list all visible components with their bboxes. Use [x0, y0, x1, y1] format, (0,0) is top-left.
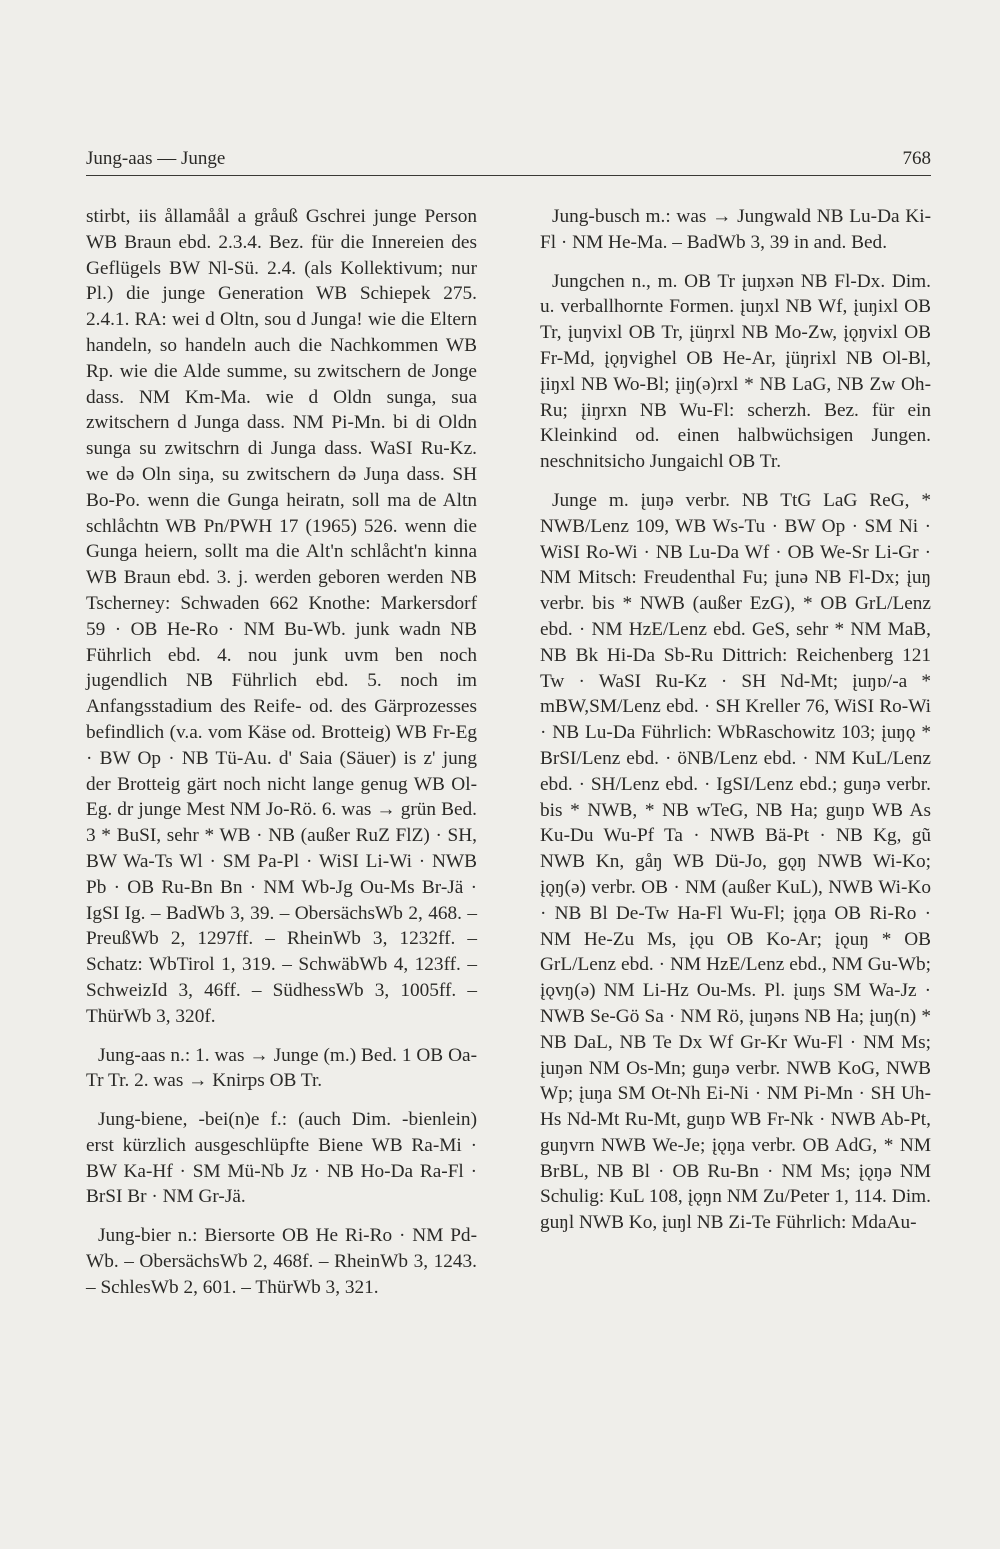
- right-column: [540, 204, 931, 1249]
- entry-junge: Junge m. įuŋə verbr. NB TtG LaG ReG, * NWB/Lenz 109, WB Ws-Tu · BW Op · SM Ni · WiSI Ro-Wi · NB Lu-Da Wf · OB We-Sr Li-Gr · NM Mitsch: Freudenthal Fu; įunə NB Fl-Dx; įuŋ verbr. bis * NWB (außer EzG), * OB GrL/Lenz ebd. · NM HzE/Lenz ebd. GeS, sehr * NM MaB, NB Bk Hi-Da Sb-Ru Dittrich: Reichenberg 121 Tw · WaSI Ru-Kz · SH Nd-Mt; įuŋɒ/-a * mBW,SM/Lenz ebd. · SH Kreller 76, WiSI Ro-Wi · NB Lu-Da Führlich: WbRaschowitz 103; įuŋǫ * BrSI/Lenz ebd. · öNB/Lenz ebd. · NM KuL/Lenz ebd. · SH/Lenz ebd. · IgSI/Lenz ebd.; guŋə verbr. bis * NWB, * NB wTeG, NB Ha; guŋɒ WB As Ku-Du Wu-Pf Ta · NWB Bä-Pt · NB Kg, gũ NWB Kn, gåŋ WB Dü-Jo, gǫŋ NWB Wi-Ko; įǫŋ(ə) verbr. OB · NM (außer KuL), NWB Wi-Ko · NB Bl De-Tw Ha-Fl Wu-Fl; įǫŋa OB Ri-Ro · NM He-Zu Ms, įǫu OB Ko-Ar; įǫuŋ * OB GrL/Lenz ebd. · NM HzE/Lenz ebd., NM Gu-Wb; įǫvŋ(ə) NM Li-Hz Ou-Ms. Pl. įuŋs SM Wa-Jz · NWB Se-Gö Sa · NM Rö, įuŋəns NB Ha; įuŋ(n) * NB DaL, NB Te Dx Wf Gr-Kr Wu-Fl · NM Ms; įuŋən NM Os-Mn; guŋə verbr. NWB KoG, NWB Wp; įuŋa SM Ot-Nh Ei-Ni · NM Pi-Mn · SH Uh-Hs Nd-Mt Ru-Mt, guŋɒ WB Fr-Nk · NWB Ab-Pt, guŋvrn NWB We-Je; įǫŋa verbr. OB AdG, * NM BrBL, NB Bl · OB Ru-Bn · NM Ms; įǫŋə NM Schulig: KuL 108, įǫŋn NM Zu/Peter 1, 114. Dim. guŋl NWB Ko, įuŋl NB Zi-Te Führlich: MdaAu-: [540, 489, 931, 1234]
- entry-junge-continued: stirbt, iis ållamåål a gråuß Gschrei junge Person WB Braun ebd. 2.3.4. Bez. für die Innereien des Geflügels BW Nl-Sü. 2.4. (als Kollektivum; nur Pl.) die junge Generation WB Schiepek 275. 2.4.1. RA: wei d Oltn, sou d Junga! wie die Eltern handeln, so handeln auch die Nachkommen WB Rp. wie die Alde summe, su zwitschern de Jonge dass. NM Km-Ma. wie d Oldn sunga, sua zwitschern d Junga dass. NM Pi-Mn. bi di Oldn sunga su zwitschrn di Junga dass. WaSI Ru-Kz. we də Oln siŋa, su zwitschern də Juŋa dass. SH Bo-Po. wenn die Gunga heiratn, soll ma de Altn schlåchtn WB Pn/PWH 17 (1965) 526. wenn die Gunga heiern, sollt ma die Alt'n schlåcht'n kinna WB Braun ebd. 3. j. werden geboren werden NB Tscherney: Schwaden 662 Knothe: Markersdorf 59 · OB He-Ro · NM Bu-Wb. junk wadn NB Führlich ebd. 4. nou junk uvm ben noch jugendlich NB Führlich ebd. 5. noch im Anfangsstadium des Reife- od. des Gärprozesses befindlich (v.a. vom Käse od. Brotteig) WB Fr-Eg · BW Op · NB Tü-Au. d' Saia (Säuer) is z' jung der Brotteig gärt noch nicht lange genug WB Ol-Eg. dr junge Mest NM Jo-Rö. 6. was → grün Bed. 3 * BuSI, sehr * WB · NB (außer RuZ FlZ) · SH, BW Wa-Ts Wl · SM Pa-Pl · WiSI Li-Wi · NWB Pb · OB Ru-Bn Bn · NM Wb-Jg Ou-Ms Br-Jä · IgSI Ig. – BadWb 3, 39. – ObersächsWb 2, 468. – PreußWb 2, 1297ff. – RheinWb 3, 1232ff. – Schatz: WbTirol 1, 319. – SchwäbWb 4, 123ff. – SchweizId 3, 46ff. – SüdhessWb 3, 1005ff. – ThürWb 3, 320f.: [86, 206, 477, 1027]
- page-number: 768: [902, 148, 931, 169]
- entry-jung-busch: Jung-busch m.: was → Jungwald NB Lu-Da Ki-Fl · NM He-Ma. – BadWb 3, 39 in and. Bed.: [540, 206, 931, 253]
- entry-jung-bier: Jung-bier n.: Biersorte OB He Ri-Ro · NM Pd-Wb. – ObersächsWb 2, 468f. – RheinWb 3, 1243. – SchlesWb 2, 601. – ThürWb 3, 321.: [86, 1225, 477, 1298]
- entry-jung-aas: Jung-aas n.: 1. was → Junge (m.) Bed. 1 OB Oa-Tr Tr. 2. was → Knirps OB Tr.: [86, 1044, 477, 1092]
- left-column: [86, 204, 477, 1314]
- running-header: [86, 148, 931, 170]
- entry-jungchen: Jungchen n., m. OB Tr įuŋxən NB Fl-Dx. Dim. u. verballhornte Formen. įuŋxl NB Wf, įuŋixl OB Tr, įuŋvixl OB Tr, įüŋrxl NB Mo-Zw, įǫŋvixl OB Fr-Md, įǫŋvighel OB He-Ar, įüŋrixl NB Ol-Bl, įiŋxl NB Wo-Bl; įiŋ(ə)rxl * NB LaG, NB Zw Oh-Ru; įiŋrxn NB Wu-Fl: scherzh. Bez. für ein Kleinkind od. einen halbwüchsigen Jungen. neschnitsicho Jungaichl OB Tr.: [540, 270, 931, 473]
- header-rule: [86, 175, 931, 176]
- running-title: Jung-aas — Junge: [86, 148, 226, 169]
- entry-jung-biene: Jung-biene, -bei(n)e f.: (auch Dim. -bienlein) erst kürzlich ausgeschlüpfte Biene WB Ra-Mi · BW Ka-Hf · SM Mü-Nb Jz · NB Ho-Da Ra-Fl · BrSI Br · NM Gr-Jä.: [86, 1109, 477, 1208]
